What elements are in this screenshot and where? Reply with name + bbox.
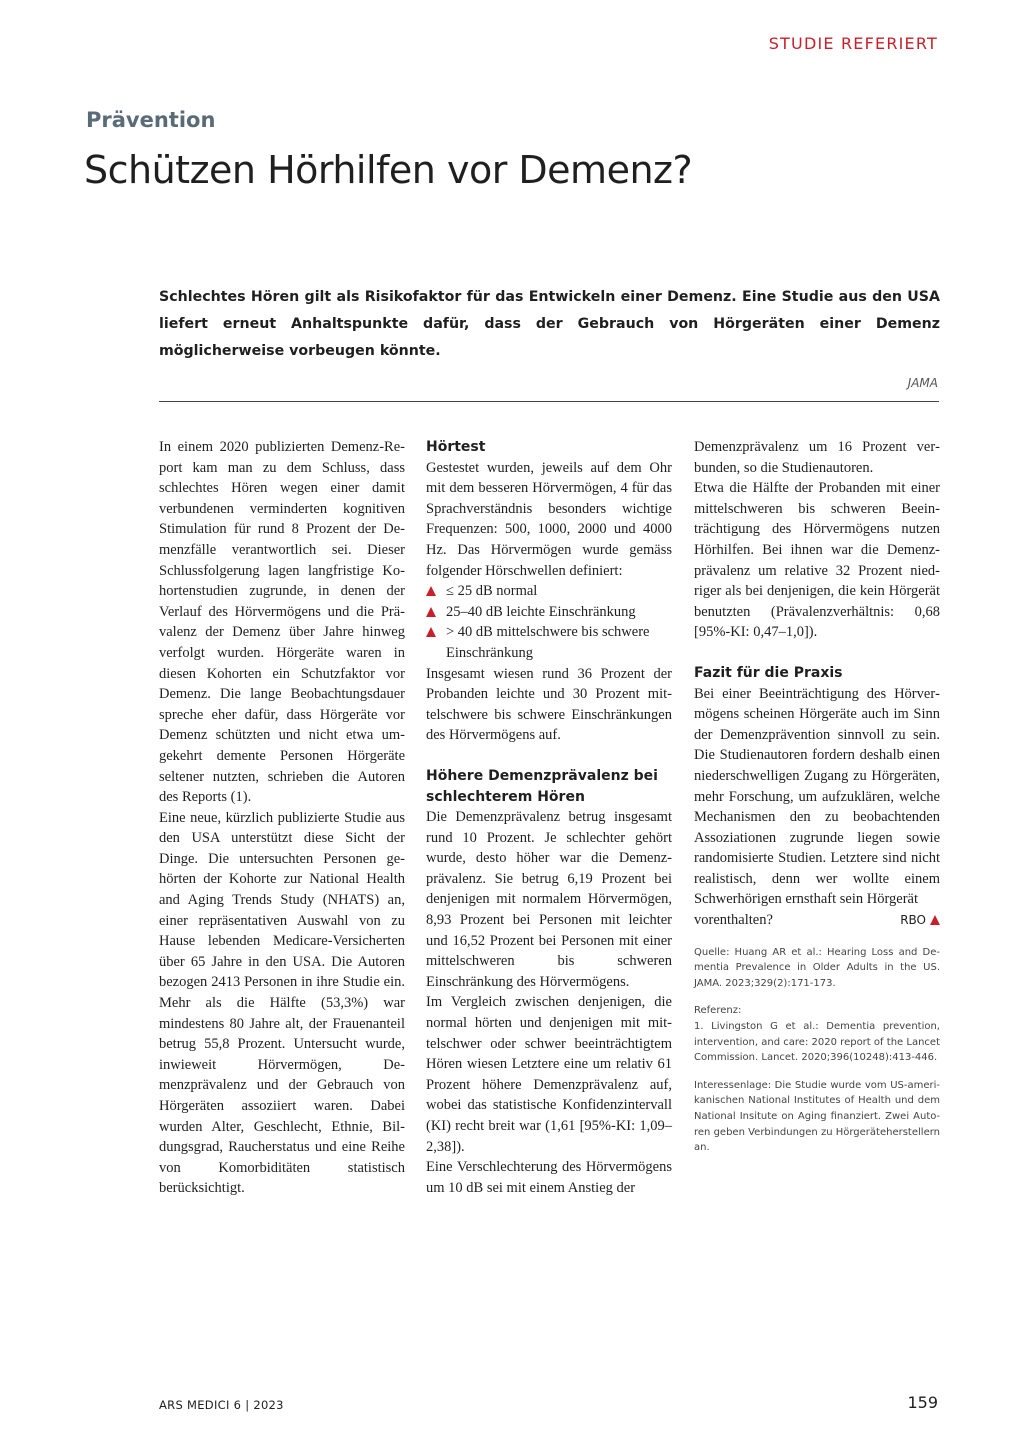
paragraph: Eine Verschlechterung des Hörvermögens um 10 dB sei mit einem Anstieg der xyxy=(426,1159,672,1196)
paragraph: Etwa die Hälfte der Probanden mit einer mittelschweren bis schweren Beeinträchtigung des Hörvermögens nutzen Hörhilfen. Bei ihnen war die Demenzprävalenz um relative 32 Prozent niedriger als bei denjenigen, die kein Hörgerät benutzten (Prävalenzverhältnis: 0,68 [95%-KI: 0,47–1,0]). xyxy=(694,480,940,641)
closing-line xyxy=(694,910,940,931)
paragraph: Bei einer Beeinträchtigung des Hörvermögens scheinen Hörgeräte auch im Sinn der Demenzprävention sinnvoll zu sein. Die Studienautoren fordern deshalb einen niederschwelligen Zugang zu Hörgeräten, mehr Forschung, um aufzuklären, welche Mechanismen den zu beobachtenden Assoziationen zugrunde liegen sowie randomisierte Studien. Letztere sind nicht realistisch, denn wer wollte einem Schwerhörigen ernsthaft sein Hörgerät xyxy=(694,685,940,908)
section-label: STUDIE REFERIERT xyxy=(768,34,938,53)
journal-footer: ARS MEDICI 6 | 2023 xyxy=(159,1398,284,1412)
reference-text: 1. Livingston G et al.: Dementia prevention, intervention, and care: 2020 report of the Lancet Commission. Lancet. 2020;396(10248):413-446. xyxy=(694,1021,940,1064)
list-item: > 40 dB mittelschwere bis schwere Einschränkung xyxy=(426,622,672,663)
article-title: Schützen Hörhilfen vor Demenz? xyxy=(84,148,693,192)
paragraph: In einem 2020 publizierten Demenz-Report kam man zu dem Schluss, dass schlechtes Hören wegen einer damit verbundenen verminderten kognitiven Stimulation für rund 8 Prozent der Demenzfälle verantwortlich sei. Dieser Schlussfolgerung lagen langfristige Kohortenstudien zugrunde, in denen der Verlauf des Hörvermögens und die Prävalenz der Demenz über Jahre hinweg verfolgt wurden. Hörgeräte waren in diesen Kohorten ein Schutzfaktor vor Demenz. Die lange Beobachtungsdauer spreche eher dafür, dass Hörgeräte vor Demenz schützten und nicht etwa umgekehrt demente Personen Hörgeräte seltener nutzten, schrieben die Autoren des Reports (1). xyxy=(159,439,405,806)
interest-note xyxy=(694,1078,940,1156)
paragraph: Eine neue, kürzlich publizierte Studie aus den USA unterstützt diese Sicht der Dinge. Die untersuchten Personen gehörten der Kohorte zur National Health and Aging Trends Study (NHATS) an, einer repräsentativen Auswahl von zu Hause lebenden Medicare-Versicherten über 65 Jahre in den USA. Die Autoren bezogen 2413 Personen in ihre Studie ein. Mehr als die Hälfte (53,3%) war mindestens 80 Jahre alt, der Frauenanteil betrug 55,8 Prozent. Untersucht wurde, inwieweit Hörvermögen, Demenzprävalenz und der Gebrauch von Hörgeräten assoziiert waren. Dabei wurden Alter, Geschlecht, Ethnie, Bildungsgrad, Raucherstatus und eine Reihe von Komorbiditäten statistisch berücksichtigt. xyxy=(159,809,405,1197)
end-triangle-icon xyxy=(930,915,940,925)
triangle-bullet-icon xyxy=(426,607,436,617)
triangle-bullet-icon xyxy=(426,586,436,596)
interest-text: Interessenlage: Die Studie wurde vom US-amerikanischen National Institutes of Health und dem National Insitute on Aging finanziert. Zwei Autoren geben Verbindungen zu Hörgeräteherstellern an. xyxy=(694,1079,940,1154)
paragraph: Im Vergleich zwischen denjenigen, die normal hörten und denjenigen mit mittelschwer oder schwer beeinträchtigtem Hören wiesen Letztere eine um relativ 61 Prozent höhere Demenzprävalenz auf, wobei das statistische Konfidenzintervall (KI) recht breit war (1,61 [95%-KI: 1,09–2,38]). xyxy=(426,994,672,1155)
threshold-list xyxy=(426,581,672,663)
triangle-bullet-icon xyxy=(426,627,436,637)
subheading-fazit: Fazit für die Praxis xyxy=(694,664,843,681)
article-lead: Schlechtes Hören gilt als Risikofaktor für das Entwickeln einer Demenz. Eine Studie aus den USA liefert erneut Anhaltspunkte dafür, dass der Gebrauch von Hörgeräten einer Demenz möglicherweise vorbeugen könnte. xyxy=(159,289,940,359)
lead-source: JAMA xyxy=(907,376,938,390)
column-1 xyxy=(159,437,405,1199)
reference-title: Referenz: xyxy=(694,1005,742,1017)
paragraph: Die Demenzprävalenz betrug insgesamt rund 10 Prozent. Je schlechter gehört wurde, desto höher war die Demenzprävalenz. Sie betrug 6,19 Prozent bei denjenigen mit normalem Hörvermögen, 8,93 Prozent bei Personen mit leichter und 16,52 Prozent bei Personen mit einer mittelschweren bis schweren Einschränkung des Hörvermögens. xyxy=(426,809,672,990)
paragraph: Insgesamt wiesen rund 36 Prozent der Probanden leichte und 30 Prozent mittelschwere bis schwere Einschränkungen des Hörvermögens auf. xyxy=(426,665,672,744)
divider xyxy=(159,401,939,402)
paragraph: Gestestet wurden, jeweils auf dem Ohr mit dem besseren Hörvermögen, 4 für das Sprachverständnis besonders wichtige Frequenzen: 500, 1000, 2000 und 4000 Hz. Das Hörvermögen wurde gemäss folgender Hörschwellen definiert: xyxy=(426,459,672,579)
column-2 xyxy=(426,437,672,1198)
article-kicker: Prävention xyxy=(86,108,216,132)
reference-note xyxy=(694,1003,940,1065)
paragraph: Demenzprävalenz um 16 Prozent verbunden, so die Studienautoren. xyxy=(694,439,940,476)
subheading-demenzpraevalenz: Höhere Demenzprävalenz bei schlechterem Hören xyxy=(426,767,658,805)
subheading-hoertest: Hörtest xyxy=(426,439,486,455)
column-3 xyxy=(694,437,940,1156)
source-text: Quelle: Huang AR et al.: Hearing Loss and Dementia Prevalence in Older Adults in the US. JAMA. 2023;329(2):171-173. xyxy=(694,946,940,989)
author-initials: RBO xyxy=(900,913,926,928)
list-item: 25–40 dB leichte Einschränkung xyxy=(426,602,672,623)
author-signature xyxy=(900,910,940,931)
source-note xyxy=(694,945,940,992)
list-item: ≤ 25 dB normal xyxy=(426,581,672,602)
closing-text: vorenthalten? xyxy=(694,912,773,929)
page-number: 159 xyxy=(907,1393,938,1412)
